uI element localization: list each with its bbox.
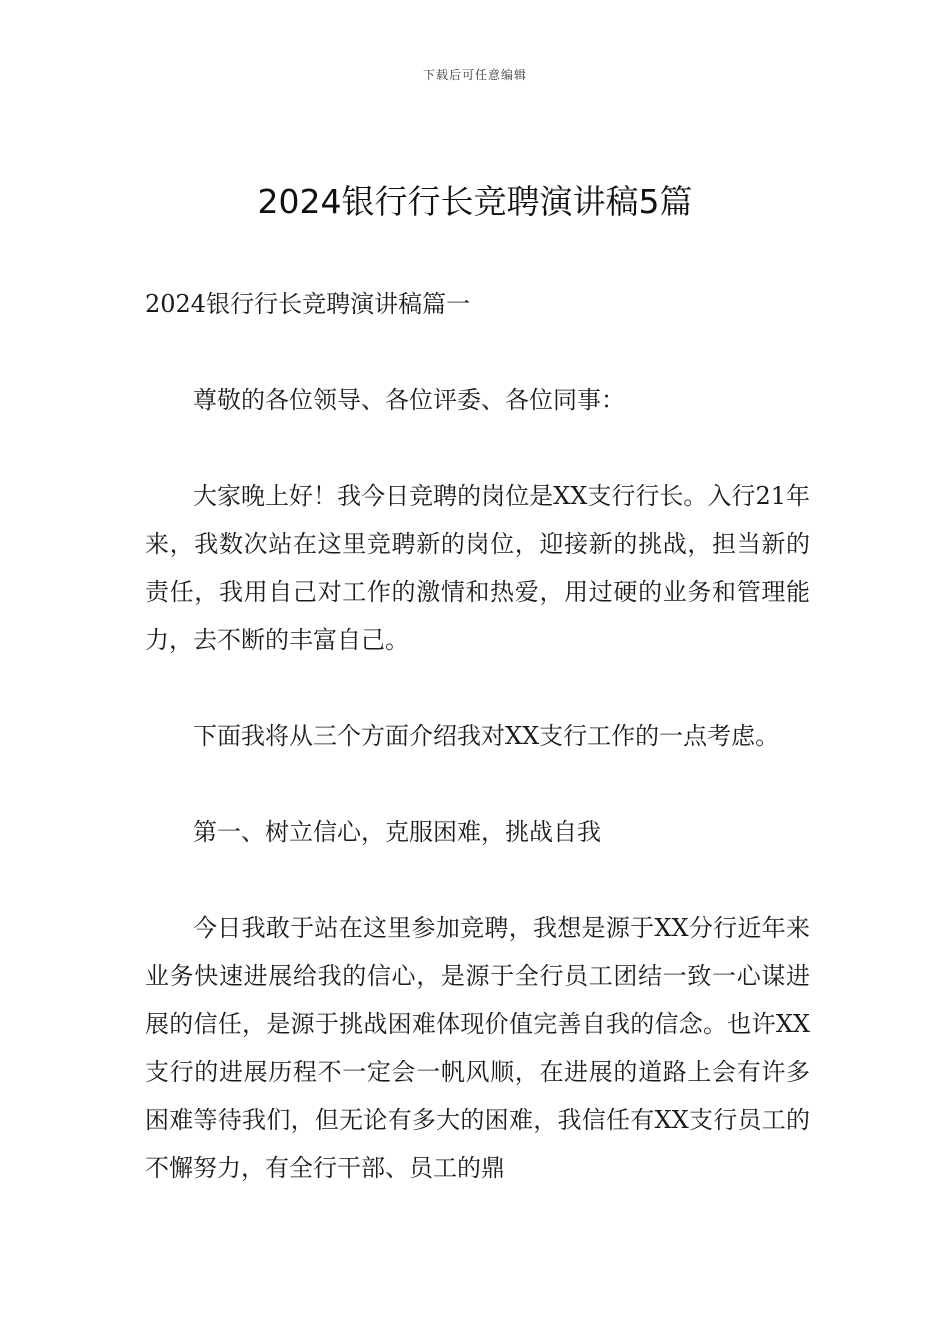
paragraph-intro: 大家晚上好！我今日竞聘的岗位是XX支行行长。入行21年来，我数次站在这里竞聘新的岗位，迎接新的挑战，担当新的责任，我用自己对工作的激情和热爱，用过硬的业务和管理能力，去不断的丰富自己。 <box>145 482 810 654</box>
paragraph-salutation: 尊敬的各位领导、各位评委、各位同事： <box>193 386 625 414</box>
document-body <box>145 280 810 1192</box>
paragraph-point-one-heading: 第一、树立信心，克服困难，挑战自我 <box>193 818 601 846</box>
paragraph-point-one-body: 今日我敢于站在这里参加竞聘，我想是源于XX分行近年来业务快速进展给我的信心，是源于全行员工团结一致一心谋进展的信任，是源于挑战困难体现价值完善自我的信念。也许XX支行的进展历程不一定会一帆风顺，在进展的道路上会有许多困难等待我们，但无论有多大的困难，我信任有XX支行员工的不懈努力，有全行干部、员工的鼎 <box>145 914 810 1182</box>
document-title: 2024银行行长竞聘演讲稿5篇 <box>257 182 693 221</box>
section-heading: 2024银行行长竞聘演讲稿篇一 <box>145 290 471 318</box>
paragraph-outline: 下面我将从三个方面介绍我对XX支行工作的一点考虑。 <box>193 722 780 750</box>
header-note: 下载后可任意编辑 <box>422 68 527 82</box>
